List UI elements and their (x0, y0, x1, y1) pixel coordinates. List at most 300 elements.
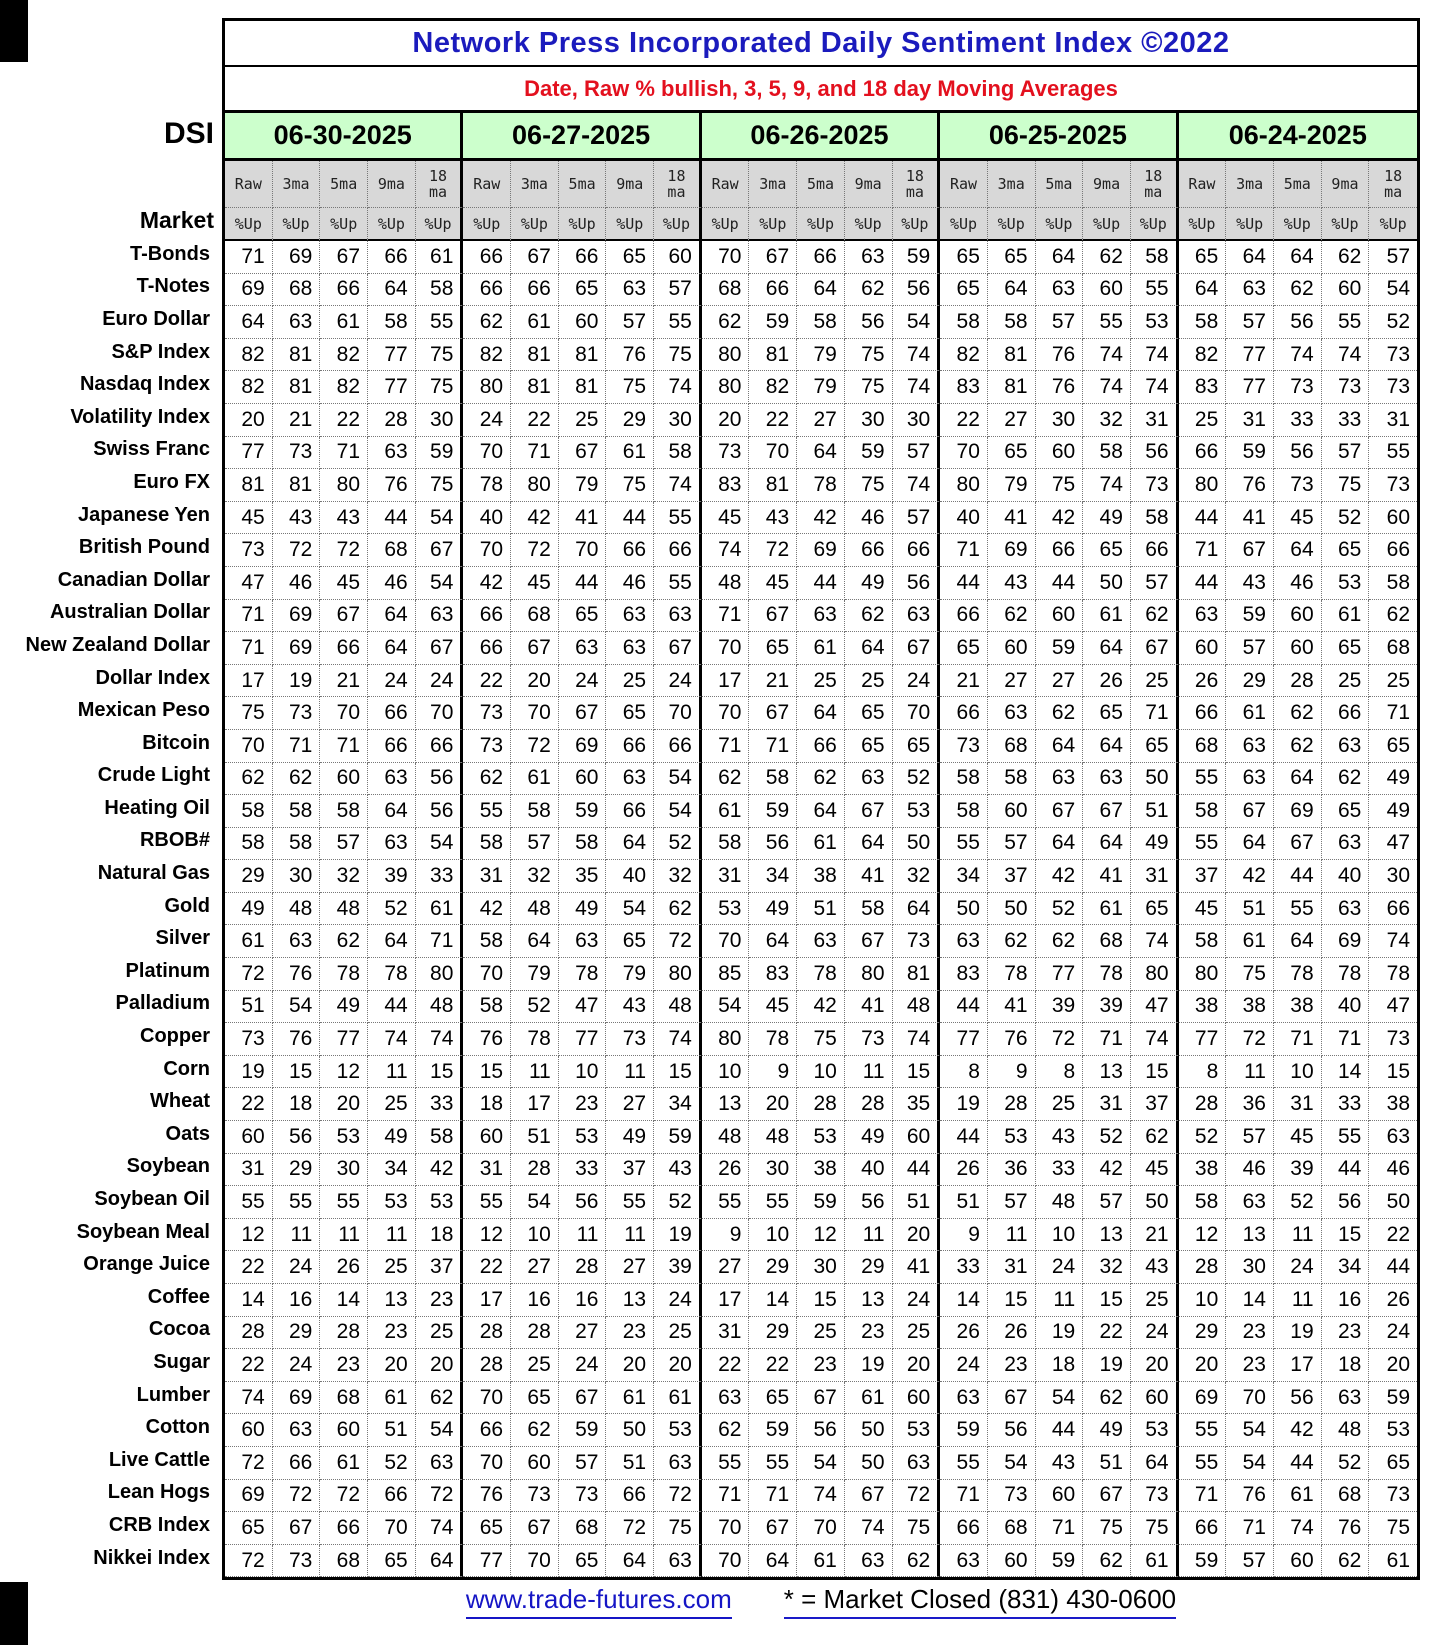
value-cell: 17 (702, 1284, 750, 1317)
value-cell: 58 (463, 991, 511, 1024)
value-cell: 66 (273, 1447, 321, 1480)
value-cell: 73 (463, 697, 511, 730)
value-cell: 81 (273, 371, 321, 404)
value-cell: 59 (1036, 1545, 1084, 1578)
value-cell: 54 (606, 893, 654, 926)
value-cell: 72 (416, 1480, 464, 1513)
value-cell: 31 (1131, 404, 1179, 437)
value-cell: 73 (225, 534, 273, 567)
value-cell: 75 (416, 371, 464, 404)
value-cell: 28 (511, 1154, 559, 1187)
value-cell: 78 (1083, 958, 1131, 991)
value-cell: 62 (1322, 241, 1370, 274)
value-cell: 76 (463, 1480, 511, 1513)
value-cell: 73 (273, 437, 321, 470)
value-cell: 59 (654, 1121, 702, 1154)
value-cell: 67 (654, 632, 702, 665)
value-cell: 54 (416, 828, 464, 861)
value-cell: 15 (273, 1056, 321, 1089)
sentiment-table (222, 18, 1420, 1580)
value-cell: 55 (463, 795, 511, 828)
value-cell: 20 (893, 1349, 941, 1382)
value-cell: 24 (1131, 1317, 1179, 1350)
value-cell: 75 (1131, 1512, 1179, 1545)
subcolumn-header: 9ma (368, 161, 416, 208)
value-cell: 69 (225, 1480, 273, 1513)
value-cell: 32 (893, 860, 941, 893)
value-cell: 66 (368, 697, 416, 730)
value-cell: 57 (654, 274, 702, 307)
value-cell: 23 (1322, 1317, 1370, 1350)
percent-up-header: %Up (368, 208, 416, 241)
market-label: Cocoa (148, 1318, 210, 1341)
value-cell: 66 (320, 632, 368, 665)
value-cell: 10 (1179, 1284, 1227, 1317)
value-cell: 62 (1274, 697, 1322, 730)
value-cell: 23 (368, 1317, 416, 1350)
value-cell: 64 (606, 828, 654, 861)
market-label: Swiss Franc (93, 438, 210, 461)
value-cell: 67 (1036, 795, 1084, 828)
value-cell: 66 (320, 1512, 368, 1545)
value-cell: 76 (1322, 1512, 1370, 1545)
value-cell: 74 (845, 1512, 893, 1545)
value-cell: 61 (797, 632, 845, 665)
subcolumn-header: 5ma (797, 161, 845, 208)
market-label: Wheat (150, 1090, 210, 1113)
value-cell: 77 (1036, 958, 1084, 991)
value-cell: 67 (320, 241, 368, 274)
value-cell: 70 (702, 1545, 750, 1578)
value-cell: 67 (1226, 534, 1274, 567)
value-cell: 25 (1369, 665, 1417, 698)
value-cell: 59 (416, 437, 464, 470)
percent-up-header: %Up (320, 208, 368, 241)
value-cell: 67 (1226, 795, 1274, 828)
value-cell: 20 (893, 1219, 941, 1252)
value-cell: 38 (797, 1154, 845, 1187)
value-cell: 70 (416, 697, 464, 730)
value-cell: 11 (845, 1056, 893, 1089)
value-cell: 65 (1083, 534, 1131, 567)
value-cell: 50 (845, 1447, 893, 1480)
value-cell: 42 (511, 502, 559, 535)
value-cell: 72 (320, 534, 368, 567)
value-cell: 74 (368, 1023, 416, 1056)
value-cell: 59 (749, 1414, 797, 1447)
value-cell: 64 (1226, 828, 1274, 861)
value-cell: 58 (797, 306, 845, 339)
value-cell: 71 (1274, 1023, 1322, 1056)
value-cell: 74 (1083, 371, 1131, 404)
value-cell: 57 (1226, 1121, 1274, 1154)
value-cell: 20 (225, 404, 273, 437)
value-cell: 22 (702, 1349, 750, 1382)
value-cell: 82 (749, 371, 797, 404)
value-cell: 67 (988, 1382, 1036, 1415)
value-cell: 74 (1369, 925, 1417, 958)
market-label: Sugar (153, 1350, 210, 1373)
value-cell: 26 (940, 1317, 988, 1350)
value-cell: 61 (416, 241, 464, 274)
value-cell: 67 (559, 437, 607, 470)
value-cell: 65 (368, 1545, 416, 1578)
value-cell: 38 (1369, 1088, 1417, 1121)
value-cell: 57 (1131, 567, 1179, 600)
value-cell: 55 (654, 567, 702, 600)
value-cell: 37 (1131, 1088, 1179, 1121)
value-cell: 48 (749, 1121, 797, 1154)
value-cell: 15 (654, 1056, 702, 1089)
value-cell: 14 (1226, 1284, 1274, 1317)
value-cell: 12 (1179, 1219, 1227, 1252)
value-cell: 72 (273, 534, 321, 567)
value-cell: 63 (797, 925, 845, 958)
value-cell: 67 (559, 1382, 607, 1415)
subcolumn-header: 3ma (273, 161, 321, 208)
value-cell: 68 (702, 274, 750, 307)
value-cell: 15 (1369, 1056, 1417, 1089)
value-cell: 58 (1179, 925, 1227, 958)
value-cell: 70 (559, 534, 607, 567)
value-cell: 71 (702, 730, 750, 763)
value-cell: 66 (1322, 697, 1370, 730)
value-cell: 27 (606, 1088, 654, 1121)
value-cell: 11 (1226, 1056, 1274, 1089)
value-cell: 78 (1369, 958, 1417, 991)
value-cell: 44 (1274, 860, 1322, 893)
market-label: Euro FX (133, 470, 210, 493)
value-cell: 81 (511, 339, 559, 372)
value-cell: 15 (1131, 1056, 1179, 1089)
value-cell: 63 (273, 1414, 321, 1447)
value-cell: 81 (988, 371, 1036, 404)
value-cell: 74 (416, 1023, 464, 1056)
value-cell: 64 (797, 795, 845, 828)
value-cell: 65 (1322, 534, 1370, 567)
value-cell: 75 (893, 1512, 941, 1545)
value-cell: 65 (845, 697, 893, 730)
value-cell: 57 (988, 1186, 1036, 1219)
website-link[interactable]: www.trade-futures.com (466, 1584, 732, 1619)
value-cell: 76 (1036, 371, 1084, 404)
value-cell: 71 (702, 1480, 750, 1513)
value-cell: 65 (463, 1512, 511, 1545)
value-cell: 65 (225, 1512, 273, 1545)
value-cell: 67 (1274, 828, 1322, 861)
value-cell: 55 (320, 1186, 368, 1219)
value-cell: 44 (368, 502, 416, 535)
subcolumn-header: 3ma (749, 161, 797, 208)
value-cell: 78 (559, 958, 607, 991)
value-cell: 76 (988, 1023, 1036, 1056)
value-cell: 63 (845, 1545, 893, 1578)
value-cell: 58 (368, 306, 416, 339)
value-cell: 59 (1179, 1545, 1227, 1578)
value-cell: 54 (654, 795, 702, 828)
value-cell: 14 (940, 1284, 988, 1317)
value-cell: 54 (273, 991, 321, 1024)
value-cell: 73 (463, 730, 511, 763)
value-cell: 71 (1131, 697, 1179, 730)
value-cell: 73 (1369, 371, 1417, 404)
value-cell: 45 (1274, 502, 1322, 535)
value-cell: 61 (1322, 600, 1370, 633)
value-cell: 69 (988, 534, 1036, 567)
value-cell: 70 (463, 534, 511, 567)
value-cell: 47 (1131, 991, 1179, 1024)
market-label: Orange Juice (83, 1253, 210, 1276)
value-cell: 50 (940, 893, 988, 926)
value-cell: 55 (273, 1186, 321, 1219)
value-cell: 70 (463, 958, 511, 991)
value-cell: 75 (416, 469, 464, 502)
value-cell: 69 (797, 534, 845, 567)
value-cell: 49 (320, 991, 368, 1024)
value-cell: 62 (1274, 730, 1322, 763)
value-cell: 73 (845, 1023, 893, 1056)
value-cell: 15 (463, 1056, 511, 1089)
value-cell: 55 (1131, 274, 1179, 307)
value-cell: 56 (1274, 437, 1322, 470)
value-cell: 66 (606, 1480, 654, 1513)
value-cell: 55 (654, 502, 702, 535)
value-cell: 30 (749, 1154, 797, 1187)
value-cell: 61 (511, 763, 559, 796)
value-cell: 80 (702, 1023, 750, 1056)
value-cell: 34 (749, 860, 797, 893)
value-cell: 29 (273, 1154, 321, 1187)
value-cell: 49 (559, 893, 607, 926)
value-cell: 56 (845, 1186, 893, 1219)
value-cell: 22 (225, 1088, 273, 1121)
value-cell: 50 (1369, 1186, 1417, 1219)
value-cell: 60 (559, 763, 607, 796)
value-cell: 66 (368, 730, 416, 763)
value-cell: 18 (416, 1219, 464, 1252)
value-cell: 48 (702, 567, 750, 600)
value-cell: 61 (1131, 1545, 1179, 1578)
value-cell: 70 (368, 1512, 416, 1545)
value-cell: 49 (225, 893, 273, 926)
value-cell: 37 (416, 1251, 464, 1284)
market-label: S&P Index (111, 340, 210, 363)
value-cell: 62 (273, 763, 321, 796)
value-cell: 66 (1179, 697, 1227, 730)
value-cell: 69 (273, 1382, 321, 1415)
market-label: Soybean Oil (94, 1188, 210, 1211)
value-cell: 80 (654, 958, 702, 991)
percent-up-header: %Up (1322, 208, 1370, 241)
value-cell: 75 (416, 339, 464, 372)
value-cell: 51 (225, 991, 273, 1024)
value-cell: 61 (416, 893, 464, 926)
value-cell: 68 (1083, 925, 1131, 958)
subcolumn-header: Raw (463, 161, 511, 208)
market-label: Platinum (125, 959, 210, 982)
value-cell: 63 (893, 1447, 941, 1480)
value-cell: 77 (320, 1023, 368, 1056)
value-cell: 58 (416, 274, 464, 307)
percent-up-header: %Up (893, 208, 941, 241)
value-cell: 23 (416, 1284, 464, 1317)
subcolumn-header: 3ma (988, 161, 1036, 208)
value-cell: 78 (749, 1023, 797, 1056)
value-cell: 48 (273, 893, 321, 926)
value-cell: 82 (225, 339, 273, 372)
value-cell: 43 (749, 502, 797, 535)
value-cell: 77 (225, 437, 273, 470)
value-cell: 65 (749, 1382, 797, 1415)
value-cell: 53 (559, 1121, 607, 1154)
value-cell: 55 (1322, 306, 1370, 339)
value-cell: 59 (1226, 600, 1274, 633)
value-cell: 82 (940, 339, 988, 372)
value-cell: 11 (320, 1219, 368, 1252)
value-cell: 49 (845, 1121, 893, 1154)
value-cell: 60 (225, 1121, 273, 1154)
value-cell: 75 (654, 1512, 702, 1545)
value-cell: 61 (606, 437, 654, 470)
value-cell: 57 (1226, 306, 1274, 339)
value-cell: 20 (1131, 1349, 1179, 1382)
value-cell: 65 (1369, 1447, 1417, 1480)
percent-up-header: %Up (273, 208, 321, 241)
value-cell: 64 (1274, 534, 1322, 567)
subcolumn-header: 9ma (606, 161, 654, 208)
value-cell: 56 (1274, 306, 1322, 339)
percent-up-header: %Up (511, 208, 559, 241)
value-cell: 62 (702, 763, 750, 796)
value-cell: 52 (1036, 893, 1084, 926)
value-cell: 60 (1036, 600, 1084, 633)
value-cell: 44 (940, 1121, 988, 1154)
value-cell: 51 (940, 1186, 988, 1219)
value-cell: 64 (797, 274, 845, 307)
value-cell: 67 (845, 925, 893, 958)
value-cell: 81 (988, 339, 1036, 372)
value-cell: 66 (463, 241, 511, 274)
value-cell: 38 (797, 860, 845, 893)
value-cell: 72 (320, 1480, 368, 1513)
value-cell: 8 (940, 1056, 988, 1089)
value-cell: 43 (1036, 1447, 1084, 1480)
date-header: 06-30-2025 (225, 113, 463, 158)
value-cell: 19 (845, 1349, 893, 1382)
value-cell: 80 (702, 339, 750, 372)
value-cell: 64 (1036, 730, 1084, 763)
value-cell: 45 (1274, 1121, 1322, 1154)
value-cell: 31 (1369, 404, 1417, 437)
value-cell: 61 (606, 1382, 654, 1415)
subcolumn-header: 5ma (320, 161, 368, 208)
value-cell: 54 (1369, 274, 1417, 307)
value-cell: 20 (1179, 1349, 1227, 1382)
value-cell: 73 (702, 437, 750, 470)
value-cell: 25 (416, 1317, 464, 1350)
value-cell: 49 (606, 1121, 654, 1154)
value-cell: 24 (273, 1251, 321, 1284)
value-cell: 64 (1083, 632, 1131, 665)
value-cell: 63 (797, 600, 845, 633)
value-cell: 55 (463, 1186, 511, 1219)
value-cell: 66 (559, 241, 607, 274)
value-cell: 61 (1083, 600, 1131, 633)
value-cell: 56 (988, 1414, 1036, 1447)
value-cell: 66 (606, 534, 654, 567)
market-label: Nasdaq Index (79, 373, 210, 396)
market-label: Soybean (126, 1155, 210, 1178)
value-cell: 35 (559, 860, 607, 893)
value-cell: 10 (797, 1056, 845, 1089)
value-cell: 61 (654, 1382, 702, 1415)
value-cell: 56 (1131, 437, 1179, 470)
value-cell: 64 (797, 697, 845, 730)
value-cell: 21 (749, 665, 797, 698)
value-cell: 10 (559, 1056, 607, 1089)
value-cell: 52 (1322, 502, 1370, 535)
value-cell: 47 (559, 991, 607, 1024)
value-cell: 19 (273, 665, 321, 698)
value-cell: 73 (273, 1545, 321, 1578)
market-label: Heating Oil (104, 796, 210, 819)
value-cell: 74 (1274, 1512, 1322, 1545)
value-cell: 29 (1179, 1317, 1227, 1350)
value-cell: 25 (893, 1317, 941, 1350)
value-cell: 32 (511, 860, 559, 893)
value-cell: 8 (1036, 1056, 1084, 1089)
value-cell: 65 (1131, 893, 1179, 926)
value-cell: 65 (1179, 241, 1227, 274)
value-cell: 71 (1226, 1512, 1274, 1545)
value-cell: 21 (273, 404, 321, 437)
value-cell: 60 (1036, 1480, 1084, 1513)
value-cell: 64 (368, 600, 416, 633)
value-cell: 24 (559, 1349, 607, 1382)
value-cell: 58 (1131, 241, 1179, 274)
value-cell: 25 (1036, 1088, 1084, 1121)
value-cell: 54 (797, 1447, 845, 1480)
value-cell: 57 (988, 828, 1036, 861)
market-label: RBOB# (139, 829, 210, 852)
value-cell: 62 (1322, 1545, 1370, 1578)
value-cell: 78 (797, 958, 845, 991)
value-cell: 55 (749, 1186, 797, 1219)
value-cell: 55 (702, 1186, 750, 1219)
value-cell: 58 (225, 795, 273, 828)
value-cell: 44 (606, 502, 654, 535)
value-cell: 70 (702, 1512, 750, 1545)
value-cell: 67 (1083, 795, 1131, 828)
value-cell: 55 (749, 1447, 797, 1480)
value-cell: 79 (511, 958, 559, 991)
value-cell: 64 (1131, 1447, 1179, 1480)
value-cell: 58 (1179, 1186, 1227, 1219)
value-cell: 52 (368, 1447, 416, 1480)
value-cell: 23 (988, 1349, 1036, 1382)
value-cell: 60 (654, 241, 702, 274)
value-cell: 31 (702, 860, 750, 893)
value-cell: 43 (320, 502, 368, 535)
value-cell: 63 (702, 1382, 750, 1415)
value-cell: 54 (988, 1447, 1036, 1480)
value-cell: 81 (225, 469, 273, 502)
value-cell: 11 (368, 1056, 416, 1089)
value-cell: 64 (845, 632, 893, 665)
value-cell: 40 (606, 860, 654, 893)
value-cell: 26 (1083, 665, 1131, 698)
value-cell: 74 (893, 371, 941, 404)
